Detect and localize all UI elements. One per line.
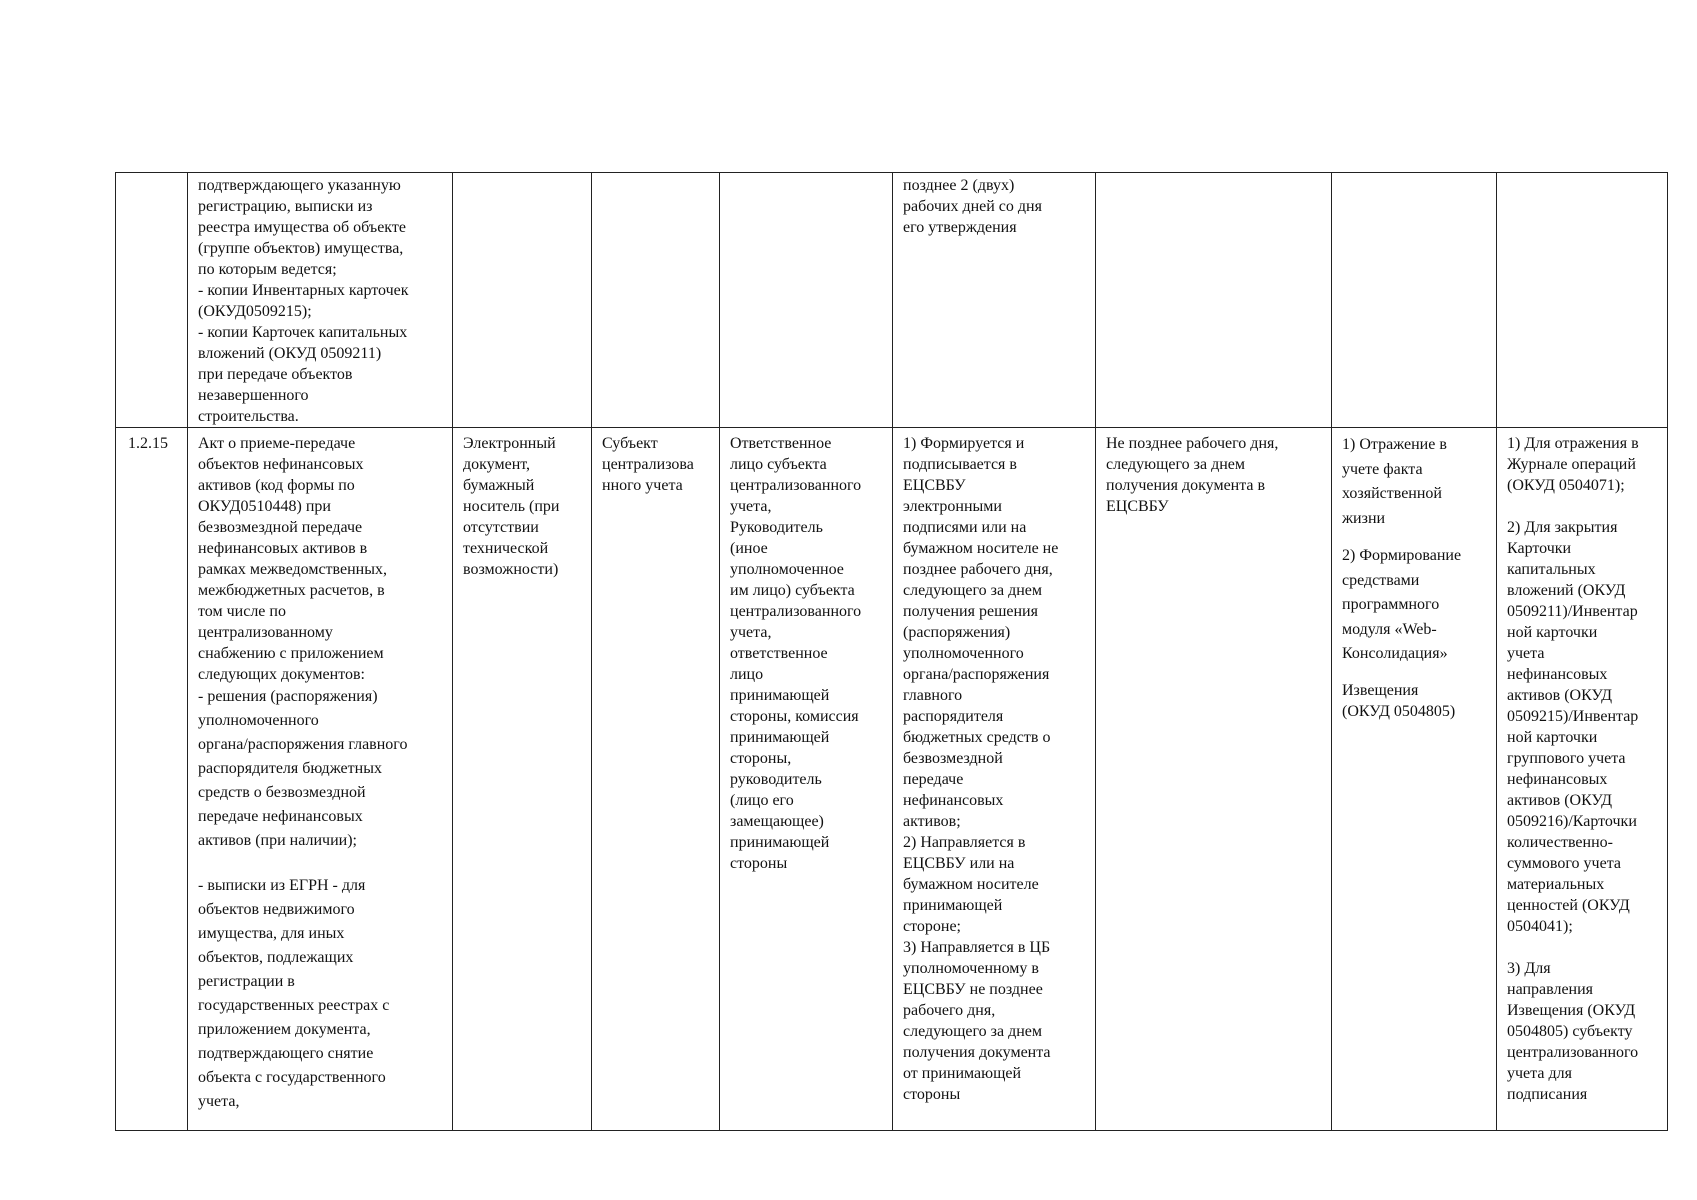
text-line: Ответственное bbox=[730, 435, 832, 452]
text-line: Акт о приеме-передаче bbox=[198, 435, 356, 452]
responsible-cell bbox=[720, 173, 893, 428]
text-line: - выписки из ЕГРН - для bbox=[198, 877, 366, 894]
purpose-text-3 bbox=[1342, 680, 1488, 722]
text-line: документ, bbox=[463, 456, 531, 473]
text-line: бумажном носителе не bbox=[903, 540, 1059, 557]
text-line: руководитель bbox=[730, 771, 822, 788]
deadline-cell bbox=[1096, 428, 1332, 1131]
document-attachment-egrn bbox=[198, 874, 444, 1114]
text-line: централизованному bbox=[198, 624, 333, 641]
text-line: принимающей bbox=[903, 897, 1003, 914]
text-line: программного bbox=[1342, 596, 1440, 613]
text-line: следующих документов: bbox=[198, 666, 365, 683]
text-line: получения решения bbox=[903, 603, 1038, 620]
text-line: безвозмездной передаче bbox=[198, 519, 363, 536]
text-line: нефинансовых активов в bbox=[198, 540, 368, 557]
text-line: учета для bbox=[1507, 1065, 1572, 1082]
text-line: электронными bbox=[903, 498, 1002, 515]
text-line: (иное bbox=[730, 540, 768, 557]
text-line: - копии Инвентарных карточек bbox=[198, 282, 409, 299]
text-line: Не позднее рабочего дня, bbox=[1106, 435, 1279, 452]
text-line: принимающей bbox=[730, 834, 830, 851]
text-line: ЕЦСВБУ bbox=[1106, 498, 1169, 515]
text-line: учета, bbox=[730, 624, 772, 641]
deadline-text bbox=[1106, 433, 1323, 517]
registers-text-2 bbox=[1507, 517, 1659, 937]
text-line: технической bbox=[463, 540, 549, 557]
text-line: (группе объектов) имущества, bbox=[198, 240, 404, 257]
deadline-cell bbox=[1096, 173, 1332, 428]
text-line: (распоряжения) bbox=[903, 624, 1011, 641]
text-line: суммового учета bbox=[1507, 855, 1621, 872]
text-line: объекта с государственного bbox=[198, 1069, 386, 1086]
text-line: подтверждающего снятие bbox=[198, 1045, 374, 1062]
text-line: (ОКУД0509215); bbox=[198, 303, 312, 320]
text-line: направления bbox=[1507, 981, 1594, 998]
text-line: носитель (при bbox=[463, 498, 560, 515]
text-line: 2) Формирование bbox=[1342, 547, 1462, 564]
text-line: Электронный bbox=[463, 435, 556, 452]
text-line: капитальных bbox=[1507, 561, 1596, 578]
document-text bbox=[198, 175, 444, 427]
text-line: 2) Для закрытия bbox=[1507, 519, 1618, 536]
text-line: главного bbox=[903, 687, 963, 704]
text-line: учета, bbox=[730, 498, 772, 515]
text-line: активов (ОКУД bbox=[1507, 792, 1613, 809]
text-line: стороны, комиссия bbox=[730, 708, 859, 725]
text-line: получения документа в bbox=[1106, 477, 1266, 494]
text-line: ценностей (ОКУД bbox=[1507, 897, 1630, 914]
text-line: возможности) bbox=[463, 561, 559, 578]
text-line: 1) Формируется и bbox=[903, 435, 1025, 452]
row-number-cell: 1.2.15 bbox=[116, 428, 188, 1131]
text-line: учета, bbox=[198, 1093, 240, 1110]
text-line: ЕЦСВБУ не позднее bbox=[903, 981, 1043, 998]
procedure-text bbox=[903, 175, 1087, 238]
text-line: лицо bbox=[730, 666, 764, 683]
text-line: им лицо) субъекта bbox=[730, 582, 855, 599]
text-line: нефинансовых bbox=[1507, 771, 1608, 788]
registers-text-1 bbox=[1507, 433, 1659, 496]
text-line: 2) Направляется в bbox=[903, 834, 1026, 851]
text-line: - копии Карточек капитальных bbox=[198, 324, 408, 341]
text-line: вложений (ОКУД 0509211) bbox=[198, 345, 382, 362]
procedure-cell bbox=[893, 173, 1096, 428]
text-line: уполномоченному в bbox=[903, 960, 1039, 977]
purpose-text-1 bbox=[1342, 433, 1488, 531]
table-row bbox=[116, 428, 1668, 1131]
text-line: централизованного bbox=[730, 603, 862, 620]
text-line: Субъект bbox=[602, 435, 658, 452]
text-line: учета bbox=[1507, 645, 1545, 662]
text-line: активов (код формы по bbox=[198, 477, 355, 494]
text-line: его утверждения bbox=[903, 219, 1017, 236]
creator-cell bbox=[592, 428, 720, 1131]
text-line: ответственное bbox=[730, 645, 828, 662]
text-line: - решения (распоряжения) bbox=[198, 688, 378, 705]
text-line: нного учета bbox=[602, 477, 683, 494]
text-line: жизни bbox=[1342, 509, 1386, 527]
text-line: при передаче объектов bbox=[198, 366, 353, 383]
text-line: регистрацию, выписки из bbox=[198, 198, 373, 215]
text-line: имущества, для иных bbox=[198, 925, 345, 942]
text-line: органа/распоряжения bbox=[903, 666, 1050, 683]
text-line: уполномоченного bbox=[903, 645, 1024, 662]
text-line: активов; bbox=[903, 813, 961, 830]
purpose-text-2 bbox=[1342, 544, 1488, 667]
text-line: следующего за днем bbox=[903, 1023, 1043, 1040]
text-line: стороны, bbox=[730, 750, 792, 767]
table-row bbox=[116, 173, 1668, 428]
text-line: бумажном носителе bbox=[903, 876, 1039, 893]
text-line: незавершенного bbox=[198, 387, 309, 404]
text-line: модуля «Web- bbox=[1342, 620, 1437, 638]
text-line: Руководитель bbox=[730, 519, 823, 536]
text-line: государственных реестрах с bbox=[198, 997, 390, 1014]
text-line: следующего за днем bbox=[903, 582, 1043, 599]
responsible-cell bbox=[720, 428, 893, 1131]
text-line: 0509211)/Инвентар bbox=[1507, 603, 1638, 620]
text-line: ной карточки bbox=[1507, 729, 1598, 746]
form-cell bbox=[453, 173, 592, 428]
document-table bbox=[115, 172, 1668, 1131]
text-line: 0504805) субъекту bbox=[1507, 1023, 1633, 1040]
text-line: рабочих дней со дня bbox=[903, 198, 1042, 215]
text-line: бюджетных средств о bbox=[903, 729, 1051, 746]
document-title bbox=[198, 433, 444, 685]
text-line: ЕЦСВБУ или на bbox=[903, 855, 1015, 872]
text-line: средств о безвозмездной bbox=[198, 784, 366, 801]
text-line: нефинансовых bbox=[1507, 666, 1608, 683]
document-attachment-decision bbox=[198, 685, 444, 853]
text-line: принимающей bbox=[730, 729, 830, 746]
text-line: передаче bbox=[903, 771, 964, 788]
text-line: уполномоченное bbox=[730, 561, 844, 578]
text-line: Извещения (ОКУД bbox=[1507, 1002, 1636, 1019]
text-line: (лицо его bbox=[730, 792, 794, 809]
registers-cell bbox=[1497, 428, 1668, 1131]
text-line: от принимающей bbox=[903, 1065, 1022, 1082]
procedure-text bbox=[903, 433, 1087, 1105]
text-line: строительства. bbox=[198, 408, 299, 425]
text-line: объектов, подлежащих bbox=[198, 949, 354, 966]
text-line: группового учета bbox=[1507, 750, 1626, 767]
text-line: Журнале операций bbox=[1507, 456, 1636, 473]
text-line: бумажный bbox=[463, 477, 535, 494]
text-line: централизованного bbox=[730, 477, 862, 494]
text-line: подписания bbox=[1507, 1086, 1588, 1103]
text-line: замещающее) bbox=[730, 813, 824, 830]
text-line: регистрации в bbox=[198, 973, 295, 990]
text-line: снабжению с приложением bbox=[198, 645, 384, 662]
purpose-cell bbox=[1332, 428, 1497, 1131]
text-line: стороны bbox=[903, 1086, 961, 1103]
text-line: 1) Для отражения в bbox=[1507, 435, 1639, 452]
responsible-text bbox=[730, 433, 884, 874]
text-line: 0509215)/Инвентар bbox=[1507, 708, 1639, 725]
text-line: вложений (ОКУД bbox=[1507, 582, 1626, 599]
text-line: Карточки bbox=[1507, 540, 1572, 557]
text-line: органа/распоряжения главного bbox=[198, 736, 408, 753]
text-line: 0509216)/Карточки bbox=[1507, 813, 1637, 830]
text-line: безвозмездной bbox=[903, 750, 1003, 767]
text-line: централизова bbox=[602, 456, 694, 473]
document-cell bbox=[188, 173, 453, 428]
registers-text-3 bbox=[1507, 958, 1659, 1105]
text-line: позднее рабочего дня, bbox=[903, 561, 1053, 578]
text-line: лицо субъекта bbox=[730, 456, 827, 473]
procedure-cell bbox=[893, 428, 1096, 1131]
text-line: рамках межведомственных, bbox=[198, 561, 387, 578]
text-line: получения документа bbox=[903, 1044, 1051, 1061]
text-line: распорядителя бюджетных bbox=[198, 760, 382, 777]
creator-text bbox=[602, 433, 711, 496]
form-cell bbox=[453, 428, 592, 1131]
text-line: ОКУД0510448) при bbox=[198, 498, 331, 515]
text-line: учете факта bbox=[1342, 460, 1423, 478]
text-line: подписывается в bbox=[903, 456, 1017, 473]
text-line: (ОКУД 0504071); bbox=[1507, 477, 1625, 494]
text-line: стороны bbox=[730, 855, 788, 872]
text-line: 1) Отражение в bbox=[1342, 436, 1447, 453]
text-line: передаче нефинансовых bbox=[198, 808, 363, 825]
text-line: распорядителя bbox=[903, 708, 1004, 725]
text-line: том числе по bbox=[198, 603, 286, 620]
text-line: активов (при наличии); bbox=[198, 832, 357, 849]
text-line: подтверждающего указанную bbox=[198, 177, 401, 194]
text-line: объектов недвижимого bbox=[198, 901, 355, 918]
form-text bbox=[463, 433, 583, 580]
text-line: объектов нефинансовых bbox=[198, 456, 364, 473]
text-line: (ОКУД 0504805) bbox=[1342, 702, 1456, 720]
text-line: приложением документа, bbox=[198, 1021, 371, 1038]
text-line: централизованного bbox=[1507, 1044, 1639, 1061]
text-line: 0504041); bbox=[1507, 918, 1573, 935]
text-line: следующего за днем bbox=[1106, 456, 1246, 473]
text-line: рабочего дня, bbox=[903, 1002, 996, 1019]
text-line: ЕЦСВБУ bbox=[903, 477, 966, 494]
text-line: средствами bbox=[1342, 571, 1420, 589]
document-cell bbox=[188, 428, 453, 1131]
text-line: стороне; bbox=[903, 918, 961, 935]
text-line: по которым ведется; bbox=[198, 261, 337, 278]
text-line: отсутствии bbox=[463, 519, 539, 536]
text-line: Извещения bbox=[1342, 681, 1419, 699]
text-line: хозяйственной bbox=[1342, 485, 1442, 502]
purpose-cell bbox=[1332, 173, 1497, 428]
creator-cell bbox=[592, 173, 720, 428]
text-line: принимающей bbox=[730, 687, 830, 704]
row-number-cell bbox=[116, 173, 188, 428]
text-line: уполномоченного bbox=[198, 712, 319, 729]
text-line: реестра имущества об объекте bbox=[198, 219, 406, 236]
text-line: 3) Направляется в ЦБ bbox=[903, 939, 1051, 956]
text-line: позднее 2 (двух) bbox=[903, 177, 1015, 194]
text-line: активов (ОКУД bbox=[1507, 687, 1613, 704]
text-line: нефинансовых bbox=[903, 792, 1004, 809]
registers-cell bbox=[1497, 173, 1668, 428]
text-line: Консолидация» bbox=[1342, 645, 1448, 662]
text-line: 3) Для bbox=[1507, 960, 1551, 977]
text-line: количественно- bbox=[1507, 834, 1613, 851]
text-line: межбюджетных расчетов, в bbox=[198, 582, 385, 599]
text-line: материальных bbox=[1507, 876, 1605, 893]
text-line: ной карточки bbox=[1507, 624, 1598, 641]
text-line: подписями или на bbox=[903, 519, 1027, 536]
